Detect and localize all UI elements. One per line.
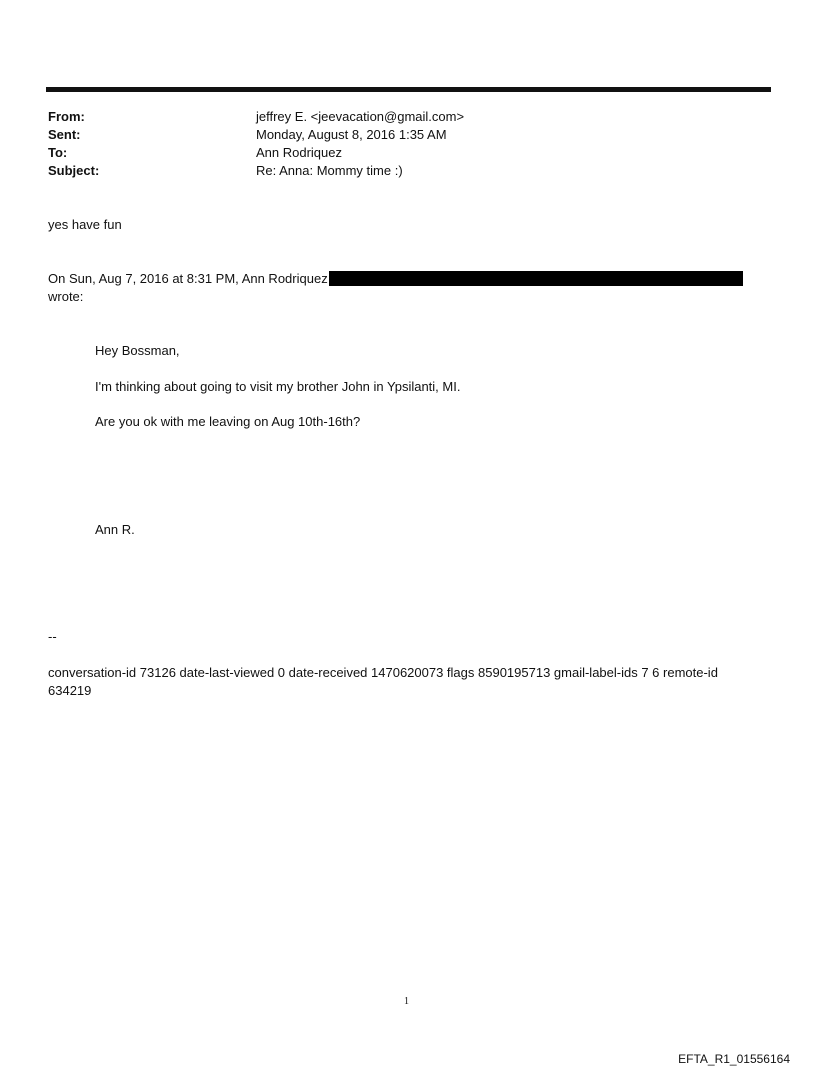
quote-intro	[48, 270, 743, 288]
page-number: 1	[404, 996, 409, 1007]
quote-intro-end: wrote:	[48, 289, 84, 304]
header-divider	[46, 87, 771, 92]
subject-label: Subject:	[48, 163, 100, 178]
sent-label: Sent:	[48, 127, 81, 142]
subject-row	[48, 162, 748, 180]
reply-text: yes have fun	[48, 217, 122, 232]
sent-row	[48, 126, 748, 144]
quoted-line-2: Are you ok with me leaving on Aug 10th-16th?	[95, 414, 361, 429]
quoted-line-1: I'm thinking about going to visit my brother John in Ypsilanti, MI.	[95, 379, 461, 394]
to-row	[48, 144, 748, 162]
to-value: Ann Rodriquez	[256, 145, 342, 160]
document-id: EFTA_R1_01556164	[678, 1052, 790, 1066]
subject-value: Re: Anna: Mommy time :)	[256, 163, 403, 178]
redaction-bar	[329, 271, 743, 286]
quoted-signature: Ann R.	[95, 522, 135, 537]
from-value: jeffrey E. <jeevacation@gmail.com>	[256, 109, 465, 124]
from-row	[48, 108, 748, 126]
from-label: From:	[48, 109, 85, 124]
email-header	[48, 108, 748, 180]
sent-value: Monday, August 8, 2016 1:35 AM	[256, 127, 447, 142]
quoted-greeting: Hey Bossman,	[95, 343, 180, 358]
to-label: To:	[48, 145, 68, 160]
metadata-line-2: 634219	[48, 683, 92, 698]
metadata-line-1: conversation-id 73126 date-last-viewed 0 date-received 1470620073 flags 8590195713 gmail-label-ids 7 6 remote-id	[48, 665, 718, 680]
separator: --	[48, 629, 57, 644]
quote-intro-text: On Sun, Aug 7, 2016 at 8:31 PM, Ann Rodriquez	[48, 271, 328, 286]
